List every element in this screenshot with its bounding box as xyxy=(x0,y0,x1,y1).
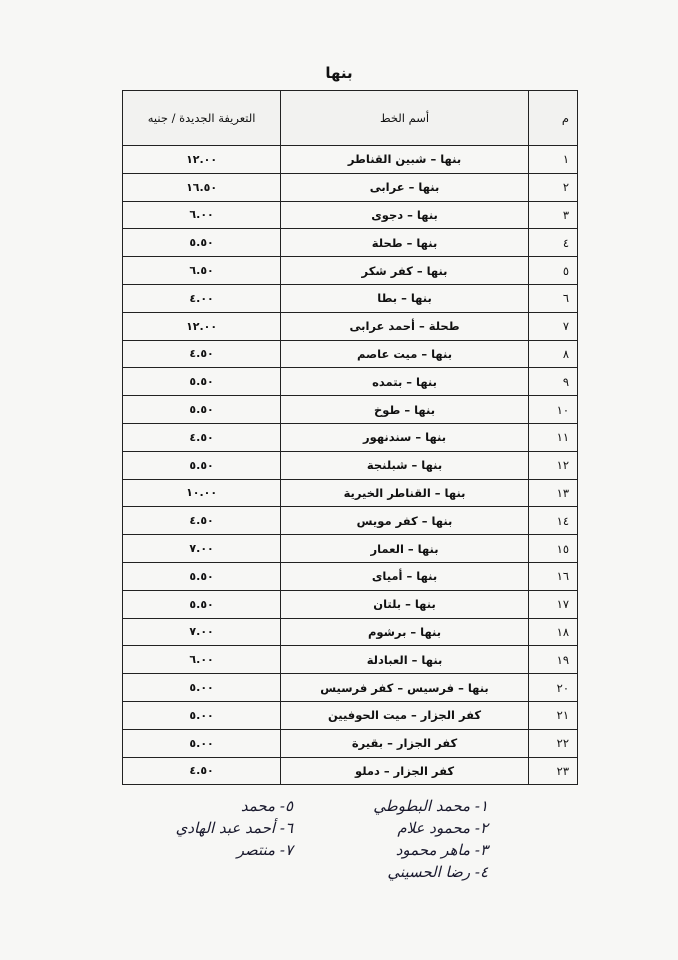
line-name: بنها – بلتان xyxy=(281,590,529,618)
header-fare: التعريفة الجديدة / جنيه xyxy=(123,91,281,146)
signature: ٧- منتصر xyxy=(236,841,293,859)
row-number: ٢١ xyxy=(528,701,577,729)
fare-value: ٥.٥٠ xyxy=(123,396,281,424)
row-number: ٢ xyxy=(528,173,577,201)
header-line-name: أسم الخط xyxy=(281,91,529,146)
row-number: ٢٢ xyxy=(528,729,577,757)
line-name: بنها – فرسيس – كفر فرسيس xyxy=(281,674,529,702)
row-number: ١٩ xyxy=(528,646,577,674)
fare-value: ٦.٠٠ xyxy=(123,201,281,229)
fare-value: ٧.٠٠ xyxy=(123,535,281,563)
line-name: بنها – عرابى xyxy=(281,173,529,201)
line-name: بنها – العمار xyxy=(281,535,529,563)
line-name: بنها – أمياى xyxy=(281,562,529,590)
table-row xyxy=(123,507,578,535)
line-name: كفر الجزار – دملو xyxy=(281,757,529,785)
table-row xyxy=(123,646,578,674)
row-number: ٣ xyxy=(528,201,577,229)
table-row xyxy=(123,701,578,729)
fare-value: ٥.٥٠ xyxy=(123,229,281,257)
fare-value: ٥.٥٠ xyxy=(123,590,281,618)
table-row xyxy=(123,368,578,396)
fare-value: ٥.٠٠ xyxy=(123,701,281,729)
row-number: ٢٠ xyxy=(528,674,577,702)
row-number: ٤ xyxy=(528,229,577,257)
line-name: طحلة – أحمد عرابى xyxy=(281,312,529,340)
fare-value: ١٢.٠٠ xyxy=(123,146,281,174)
table-row xyxy=(123,201,578,229)
row-number: ٧ xyxy=(528,312,577,340)
row-number: ١٦ xyxy=(528,562,577,590)
row-number: ١٨ xyxy=(528,618,577,646)
fare-value: ٤.٥٠ xyxy=(123,423,281,451)
line-name: كفر الجزار – بقيرة xyxy=(281,729,529,757)
line-name: بنها – برشوم xyxy=(281,618,529,646)
line-name: بنها – ميت عاصم xyxy=(281,340,529,368)
table-row xyxy=(123,423,578,451)
table-row xyxy=(123,618,578,646)
row-number: ٦ xyxy=(528,284,577,312)
fare-value: ٤.٥٠ xyxy=(123,507,281,535)
line-name: بنها – بتمده xyxy=(281,368,529,396)
table-row xyxy=(123,590,578,618)
row-number: ٥ xyxy=(528,257,577,285)
table-row xyxy=(123,312,578,340)
table-row xyxy=(123,229,578,257)
row-number: ١٢ xyxy=(528,451,577,479)
fare-value: ١٦.٥٠ xyxy=(123,173,281,201)
fares-table xyxy=(122,90,578,785)
row-number: ٩ xyxy=(528,368,577,396)
fare-value: ٥.٠٠ xyxy=(123,729,281,757)
line-name: بنها – طحلة xyxy=(281,229,529,257)
line-name: كفر الجزار – ميت الحوفيين xyxy=(281,701,529,729)
header-number: م xyxy=(528,91,577,146)
table-row xyxy=(123,479,578,507)
row-number: ٨ xyxy=(528,340,577,368)
line-name: بنها – كفر مويس xyxy=(281,507,529,535)
fare-value: ٤.٥٠ xyxy=(123,757,281,785)
table-row xyxy=(123,562,578,590)
row-number: ٢٣ xyxy=(528,757,577,785)
fare-value: ٦.٠٠ xyxy=(123,646,281,674)
fare-value: ٤.٠٠ xyxy=(123,284,281,312)
row-number: ١٤ xyxy=(528,507,577,535)
fare-value: ٥.٥٠ xyxy=(123,368,281,396)
signature: ٦- أحمد عبد الهادي xyxy=(175,819,293,837)
fare-value: ٦.٥٠ xyxy=(123,257,281,285)
fare-value: ٥.٥٠ xyxy=(123,562,281,590)
line-name: بنها – العبادلة xyxy=(281,646,529,674)
row-number: ١٠ xyxy=(528,396,577,424)
line-name: بنها – شبلنجة xyxy=(281,451,529,479)
fare-value: ١٢.٠٠ xyxy=(123,312,281,340)
table-row xyxy=(123,173,578,201)
signature: ٥- محمد xyxy=(240,797,293,815)
row-number: ١٥ xyxy=(528,535,577,563)
fare-value: ٧.٠٠ xyxy=(123,618,281,646)
row-number: ١٧ xyxy=(528,590,577,618)
table-row xyxy=(123,535,578,563)
signature: ٤- رضا الحسيني xyxy=(387,863,488,881)
line-name: بنها – طوخ xyxy=(281,396,529,424)
line-name: بنها – شبين القناطر xyxy=(281,146,529,174)
signature: ٢- محمود علام xyxy=(397,819,488,837)
table-row xyxy=(123,757,578,785)
fare-value: ٥.٠٠ xyxy=(123,674,281,702)
line-name: بنها – دجوى xyxy=(281,201,529,229)
signature: ١- محمد البطوطي xyxy=(373,797,488,815)
table-row xyxy=(123,146,578,174)
row-number: ١ xyxy=(528,146,577,174)
line-name: بنها – كفر شكر xyxy=(281,257,529,285)
table-row xyxy=(123,729,578,757)
row-number: ١٣ xyxy=(528,479,577,507)
fare-value: ٤.٥٠ xyxy=(123,340,281,368)
fare-value: ١٠.٠٠ xyxy=(123,479,281,507)
signatures-left xyxy=(176,795,293,861)
signature: ٣- ماهر محمود xyxy=(395,841,488,859)
signatures-right xyxy=(373,795,488,883)
fare-value: ٥.٥٠ xyxy=(123,451,281,479)
line-name: بنها – بطا xyxy=(281,284,529,312)
table-row xyxy=(123,284,578,312)
page-title: بنها xyxy=(325,64,353,82)
table-header-row xyxy=(123,91,578,146)
table-row xyxy=(123,451,578,479)
table-row xyxy=(123,674,578,702)
row-number: ١١ xyxy=(528,423,577,451)
table-row xyxy=(123,396,578,424)
line-name: بنها – القناطر الخيرية xyxy=(281,479,529,507)
line-name: بنها – سندنهور xyxy=(281,423,529,451)
table-row xyxy=(123,340,578,368)
table-row xyxy=(123,257,578,285)
